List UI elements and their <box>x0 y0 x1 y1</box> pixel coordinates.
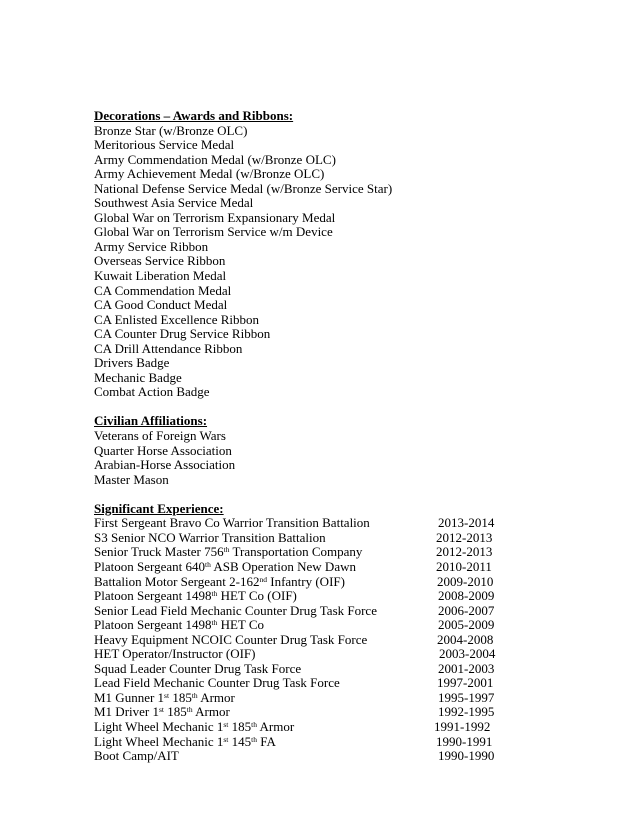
title-text: ASB Operation New Dawn <box>210 558 356 574</box>
experience-row <box>94 633 614 648</box>
decoration-item: CA Good Conduct Medal <box>94 297 228 313</box>
ordinal-suffix: th <box>186 705 193 715</box>
experience-row <box>94 545 614 560</box>
decoration-item: Southwest Asia Service Medal <box>94 195 254 211</box>
experience-row <box>94 735 614 750</box>
title-text: HET Operator/Instructor (OIF) <box>94 646 256 662</box>
title-text: 185 <box>164 704 187 720</box>
experience-dates: 2006-2007 <box>438 602 495 618</box>
civilian-heading: Civilian Affiliations: <box>94 413 208 429</box>
experience-row <box>94 516 614 531</box>
decoration-item: Meritorious Service Medal <box>94 137 235 153</box>
affiliation-item: Arabian-Horse Association <box>94 457 236 473</box>
ordinal-suffix: th <box>211 618 218 628</box>
title-text: Platoon Sergeant 1498 <box>94 588 212 604</box>
title-text: 145 <box>228 733 252 749</box>
ordinal-suffix: th <box>191 690 198 700</box>
decoration-item: National Defense Service Medal (w/Bronze Service Star) <box>94 180 393 196</box>
experience-dates: 2012-2013 <box>436 529 493 545</box>
title-text: Boot Camp/AIT <box>94 748 179 764</box>
ordinal-suffix: st <box>223 719 229 729</box>
title-text: Armor <box>197 689 235 705</box>
experience-title <box>94 516 370 531</box>
ordinal-suffix: st <box>159 705 165 715</box>
ordinal-suffix: th <box>251 734 257 744</box>
decoration-item: CA Counter Drug Service Ribbon <box>94 326 271 342</box>
title-text: Heavy Equipment NCOIC Counter Drug Task Force <box>94 631 368 647</box>
affiliation-item: Quarter Horse Association <box>94 442 232 458</box>
experience-dates: 1997-2001 <box>437 675 494 691</box>
title-text: HET Co (OIF) <box>217 588 297 604</box>
decoration-item: Global War on Terrorism Expansionary Medal <box>94 209 336 225</box>
section-spacer <box>94 400 614 415</box>
decoration-item: CA Drill Attendance Ribbon <box>94 340 243 356</box>
document-page <box>94 109 614 764</box>
experience-dates: 1991-1992 <box>434 718 491 734</box>
title-text: HET Co <box>217 617 265 633</box>
experience-row <box>94 589 614 604</box>
title-text: Platoon Sergeant 640 <box>94 558 205 574</box>
title-text: Battalion Motor Sergeant 2-162 <box>94 573 260 589</box>
experience-dates: 2008-2009 <box>438 588 495 604</box>
title-text: Light Wheel Mechanic 1 <box>94 718 224 734</box>
ordinal-suffix: th <box>223 545 230 555</box>
decoration-item: Army Service Ribbon <box>94 238 209 254</box>
experience-row <box>94 618 614 633</box>
experience-row <box>94 531 614 546</box>
experience-row <box>94 647 614 662</box>
experience-title <box>94 575 345 590</box>
experience-title <box>94 633 367 648</box>
experience-row <box>94 560 614 575</box>
experience-section <box>94 502 614 764</box>
title-text: Senior Lead Field Mechanic Counter Drug Task Force <box>94 602 377 618</box>
experience-dates: 2005-2009 <box>438 617 495 633</box>
title-text: S3 Senior NCO Warrior Transition Battalion <box>94 529 326 545</box>
experience-row <box>94 676 614 691</box>
ordinal-suffix: th <box>211 589 218 599</box>
title-text: 185 <box>228 718 252 734</box>
decoration-item: Mechanic Badge <box>94 369 182 385</box>
title-text: Armor <box>192 704 230 720</box>
experience-title <box>94 647 256 662</box>
experience-dates: 1992-1995 <box>438 704 495 720</box>
experience-title <box>94 735 276 750</box>
experience-row <box>94 749 614 764</box>
experience-title <box>94 691 235 706</box>
experience-row <box>94 705 614 720</box>
ordinal-suffix: st <box>164 690 170 700</box>
title-text: Squad Leader Counter Drug Task Force <box>94 660 302 676</box>
experience-dates: 1990-1990 <box>438 748 495 764</box>
experience-title <box>94 676 340 691</box>
decoration-item: CA Enlisted Excellence Ribbon <box>94 311 259 327</box>
experience-heading: Significant Experience: <box>94 500 224 516</box>
decorations-list <box>94 124 614 400</box>
experience-row <box>94 662 614 677</box>
experience-dates: 2010-2011 <box>436 558 492 574</box>
title-text: First Sergeant Bravo Co Warrior Transition Battalion <box>94 515 370 531</box>
experience-row <box>94 691 614 706</box>
experience-dates: 1995-1997 <box>438 689 495 705</box>
ordinal-suffix: st <box>223 734 229 744</box>
decorations-heading: Decorations – Awards and Ribbons: <box>94 108 294 123</box>
experience-list <box>94 516 614 763</box>
ordinal-suffix: th <box>204 559 211 569</box>
title-text: FA <box>256 733 276 749</box>
experience-dates: 2012-2013 <box>436 544 493 560</box>
decoration-item: Kuwait Liberation Medal <box>94 268 227 284</box>
experience-dates: 2009-2010 <box>437 573 494 589</box>
affiliation-item: Master Mason <box>94 471 169 487</box>
experience-dates: 2001-2003 <box>438 660 495 676</box>
title-text: 185 <box>169 689 192 705</box>
ordinal-suffix: th <box>251 719 257 729</box>
title-text: Senior Truck Master 756 <box>94 544 224 560</box>
experience-title <box>94 749 179 764</box>
experience-dates: 2003-2004 <box>439 646 496 662</box>
civilian-list <box>94 429 614 487</box>
decoration-item: Army Commendation Medal (w/Bronze OLC) <box>94 151 336 167</box>
experience-title <box>94 618 264 633</box>
experience-row <box>94 720 614 735</box>
ordinal-suffix: nd <box>259 574 267 584</box>
experience-dates: 1990-1991 <box>436 733 493 749</box>
experience-title <box>94 531 326 546</box>
experience-row <box>94 575 614 590</box>
experience-dates: 2004-2008 <box>437 631 494 647</box>
experience-title <box>94 720 294 735</box>
decoration-item: Overseas Service Ribbon <box>94 253 226 269</box>
title-text: Lead Field Mechanic Counter Drug Task Force <box>94 675 340 691</box>
experience-dates: 2013-2014 <box>438 515 495 531</box>
experience-title <box>94 589 297 604</box>
experience-title <box>94 560 356 575</box>
experience-title <box>94 604 377 619</box>
title-text: M1 Driver 1 <box>94 704 159 720</box>
title-text: Transportation Company <box>229 544 363 560</box>
title-text: Platoon Sergeant 1498 <box>94 617 212 633</box>
decoration-item: Combat Action Badge <box>94 384 210 400</box>
experience-title <box>94 705 230 720</box>
section-spacer <box>94 487 614 502</box>
title-text: Armor <box>256 718 295 734</box>
affiliation-item: Veterans of Foreign Wars <box>94 428 226 444</box>
decoration-item: Army Achievement Medal (w/Bronze OLC) <box>94 166 325 182</box>
decoration-item: Drivers Badge <box>94 355 170 371</box>
title-text: Infantry (OIF) <box>266 573 345 589</box>
decoration-item: Bronze Star (w/Bronze OLC) <box>94 122 248 138</box>
title-text: M1 Gunner 1 <box>94 689 165 705</box>
experience-title <box>94 662 301 677</box>
experience-row <box>94 604 614 619</box>
decorations-section <box>94 109 614 400</box>
title-text: Light Wheel Mechanic 1 <box>94 733 224 749</box>
decoration-item: Global War on Terrorism Service w/m Device <box>94 224 333 240</box>
civilian-section <box>94 414 614 487</box>
decoration-item: CA Commendation Medal <box>94 282 232 298</box>
experience-title <box>94 545 362 560</box>
